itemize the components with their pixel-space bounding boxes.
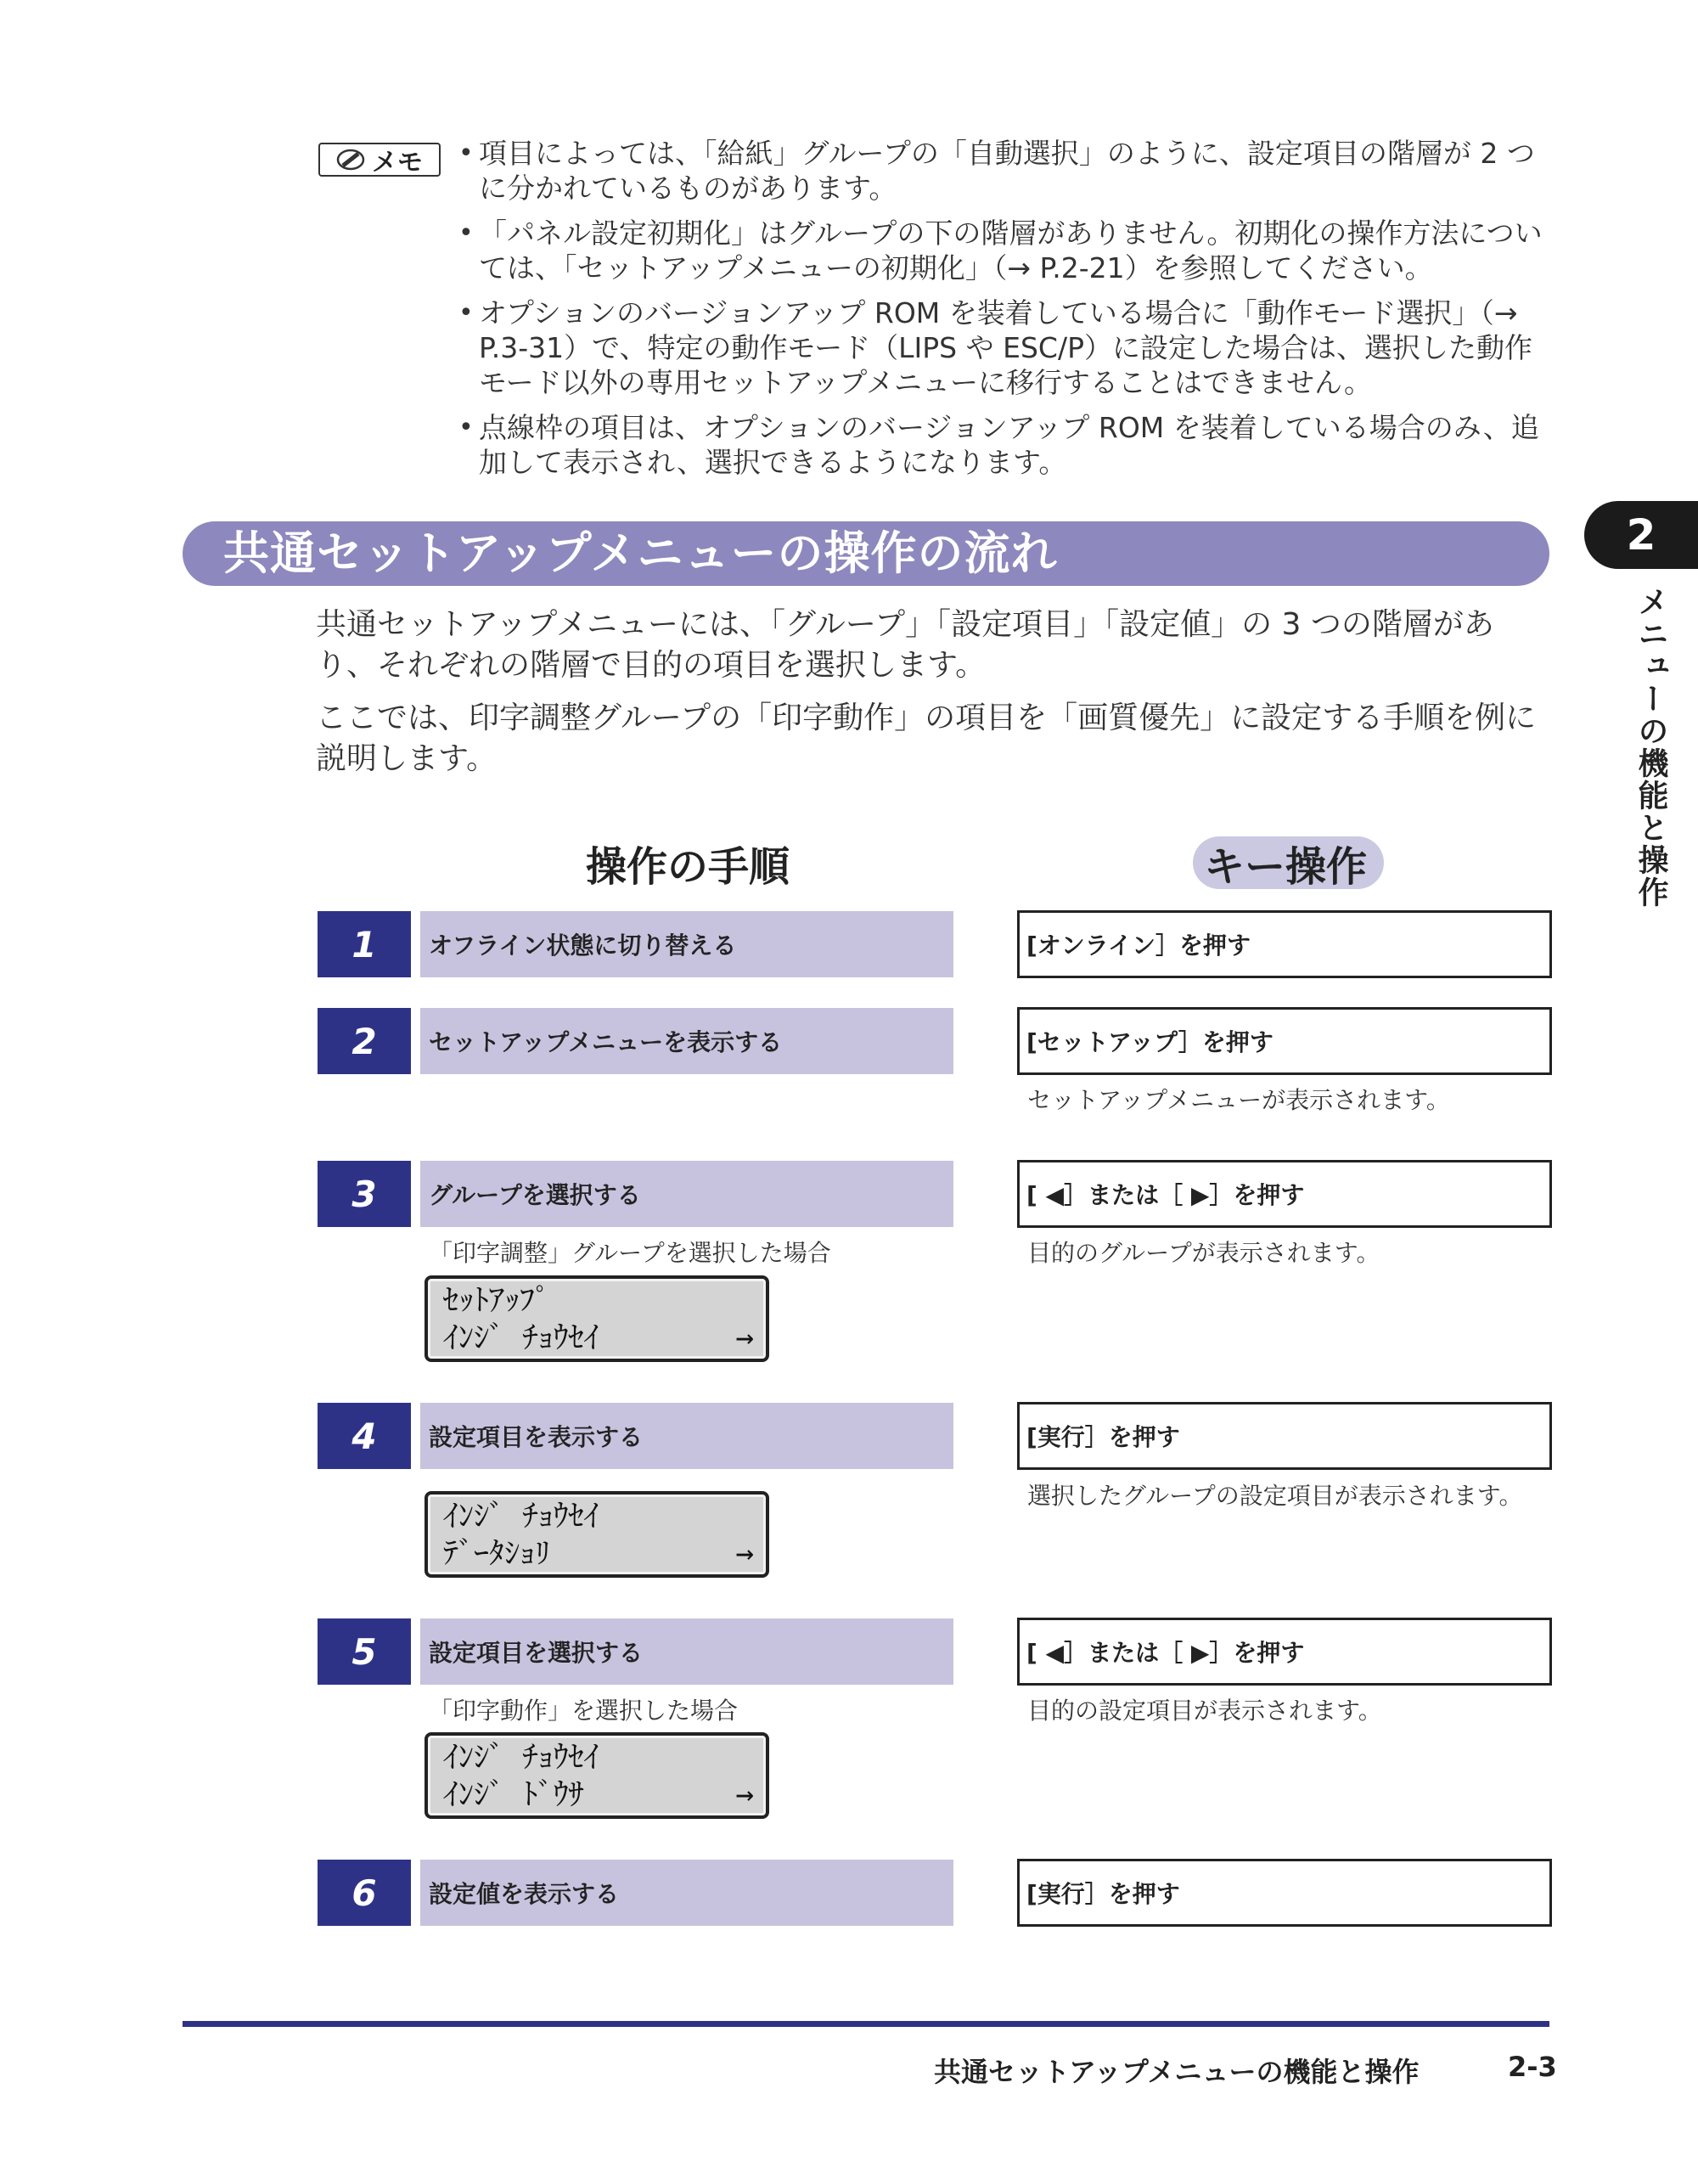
key-heading: キー操作 (1204, 843, 1368, 891)
step-label: セットアップメニューを表示する (420, 1008, 953, 1074)
step-label: オフライン状態に切り替える (420, 911, 953, 977)
key-action: [ ◀］または［ ▶］を押す (1017, 1160, 1552, 1228)
page-number: 2-3 (1508, 2051, 1557, 2083)
section-header (183, 521, 1549, 586)
lcd-display (424, 1732, 769, 1819)
lcd-line: ｲﾝｼﾞ ﾄﾞｳｻ (443, 1777, 584, 1812)
key-action: [実行］を押す (1017, 1859, 1552, 1927)
intro-paragraph: ここでは、印字調整グループの「印字動作」の項目を「画質優先」に設定する手順を例に説明します。 (316, 701, 1537, 776)
key-note: 選択したグループの設定項目が表示されます。 (1027, 1482, 1523, 1510)
step-label: 設定値を表示する (420, 1860, 953, 1926)
step-number: 4 (318, 1403, 411, 1469)
memo-label: メモ (372, 148, 423, 177)
procedure-heading: 操作の手順 (586, 843, 790, 891)
key-action: [実行］を押す (1017, 1402, 1552, 1470)
memo-item: • 「パネル設定初期化」はグループの下の階層がありません。初期化の操作方法については、「セットアップメニューの初期化」（→ P.2-21）を参照してください。 (458, 216, 1554, 285)
chapter-tab: 2 (1584, 501, 1698, 569)
lcd-line: ﾃﾞｰﾀｼｮﾘ (443, 1536, 550, 1571)
step-sub: 「印字動作」を選択した場合 (429, 1697, 739, 1725)
intro-paragraph: 共通セットアップメニューには、「グループ」「設定項目」「設定値」の 3 つの階層があり、それぞれの階層で目的の項目を選択します。 (316, 607, 1494, 683)
step-number: 6 (318, 1860, 411, 1926)
memo-item: • 項目によっては、「給紙」グループの「自動選択」のように、設定項目の階層が 2 つに分かれているものがあります。 (458, 136, 1554, 205)
key-note: 目的のグループが表示されます。 (1027, 1239, 1380, 1267)
memo-item: • 点線枠の項目は、オプションのバージョンアップ ROM を装着している場合のみ、追加して表示され、選択できるようになります。 (458, 410, 1554, 480)
section-title: 共通セットアップメニューの操作の流れ (223, 526, 1058, 580)
step-number: 3 (318, 1161, 411, 1227)
lcd-line: ｲﾝｼﾞ ﾁｮｳｾｲ (443, 1740, 599, 1775)
step-number: 1 (318, 911, 411, 977)
lcd-line: ｾｯﾄｱｯﾌﾟ (443, 1283, 550, 1318)
step-label: グループを選択する (420, 1161, 953, 1227)
lcd-display (424, 1275, 769, 1362)
step-sub: 「印字調整」グループを選択した場合 (429, 1239, 831, 1267)
lcd-arrow: → (735, 1320, 754, 1355)
lcd-arrow: → (735, 1536, 754, 1571)
key-action: [ ◀］または［ ▶］を押す (1017, 1618, 1552, 1686)
key-note: 目的の設定項目が表示されます。 (1027, 1697, 1382, 1725)
step-label: 設定項目を表示する (420, 1403, 953, 1469)
step-number: 5 (318, 1618, 411, 1685)
footer-title: 共通セットアップメニューの機能と操作 (934, 2056, 1420, 2088)
lcd-line: ｲﾝｼﾞ ﾁｮｳｾｲ (443, 1320, 599, 1355)
key-action: [オンライン］を押す (1017, 910, 1552, 978)
lcd-line: ｲﾝｼﾞ ﾁｮｳｾｲ (443, 1499, 599, 1534)
memo-badge (318, 143, 441, 177)
footer-rule (183, 2021, 1549, 2027)
step-number: 2 (318, 1008, 411, 1074)
memo-list (458, 136, 1554, 490)
memo-item: • オプションのバージョンアップ ROM を装着している場合に「動作モード選択」（→ P.3-31）で、特定の動作モード（LIPS や ESC/P）に設定した場合は、選択した動作モード以外の専用セットアップメニューに移行することはできません。 (458, 296, 1554, 400)
key-note: セットアップメニューが表示されます。 (1027, 1086, 1450, 1114)
pencil-icon (336, 149, 365, 171)
chapter-title: メニューの機能と操作 (1633, 586, 1668, 909)
key-action: [セットアップ］を押す (1017, 1007, 1552, 1075)
lcd-display (424, 1491, 769, 1578)
lcd-arrow: → (735, 1777, 754, 1812)
step-label: 設定項目を選択する (420, 1618, 953, 1685)
